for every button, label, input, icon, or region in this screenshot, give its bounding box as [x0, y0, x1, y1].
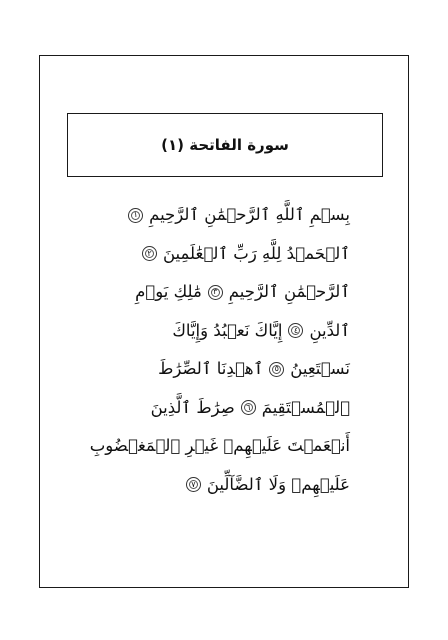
verse-text: بِسۡمِ ٱللَّهِ ٱلرَّحۡمَٰنِ ٱلرَّحِيمِ	[149, 205, 350, 224]
verse-line	[110, 273, 350, 312]
verse-line	[110, 235, 350, 274]
verse-text: ٱلۡمُسۡتَقِيمَ	[261, 397, 350, 417]
verse-text: صِرَٰطَ ٱلَّذِينَ	[150, 397, 235, 417]
ayah-number-marker: ٧	[186, 477, 201, 492]
verse-line	[89, 427, 350, 466]
verse-line	[110, 196, 350, 235]
verse-text: عَلَيۡهِمۡ وَلَا ٱلضَّآلِّينَ	[206, 474, 350, 494]
surah-title-box	[67, 113, 383, 177]
verse-text: ٱلدِّينِ	[309, 320, 350, 340]
ayah-number-marker: ٣	[208, 285, 223, 300]
ayah-number-marker: ٦	[241, 400, 256, 415]
ayah-number-marker: ١	[128, 208, 143, 223]
ayah-number-marker: ٥	[269, 362, 284, 377]
verse-line	[110, 350, 350, 389]
verse-text: ٱلۡحَمۡدُ لِلَّهِ رَبِّ ٱلۡعَٰلَمِينَ	[162, 243, 350, 263]
verse-text: مَٰلِكِ يَوۡمِ	[135, 282, 202, 301]
verse-text: ٱهۡدِنَا ٱلصِّرَٰطَ	[158, 359, 264, 378]
surah-title: سورة الفاتحة (١)	[161, 136, 289, 154]
verse-text: نَسۡتَعِينُ	[290, 359, 350, 378]
verse-line	[110, 312, 350, 351]
verses-block	[89, 196, 350, 506]
ayah-number-marker: ٢	[142, 246, 157, 261]
verse-text: أَنۡعَمۡتَ عَلَيۡهِمۡ غَيۡرِ ٱلۡمَغۡضُوبِ	[89, 436, 350, 455]
verse-text: إِيَّاكَ نَعۡبُدُ وَإِيَّاكَ	[172, 320, 283, 340]
verse-line	[110, 466, 350, 505]
ayah-number-marker: ٤	[288, 323, 303, 338]
verse-text: ٱلرَّحۡمَٰنِ ٱلرَّحِيمِ	[228, 282, 350, 301]
verse-line	[110, 389, 350, 428]
